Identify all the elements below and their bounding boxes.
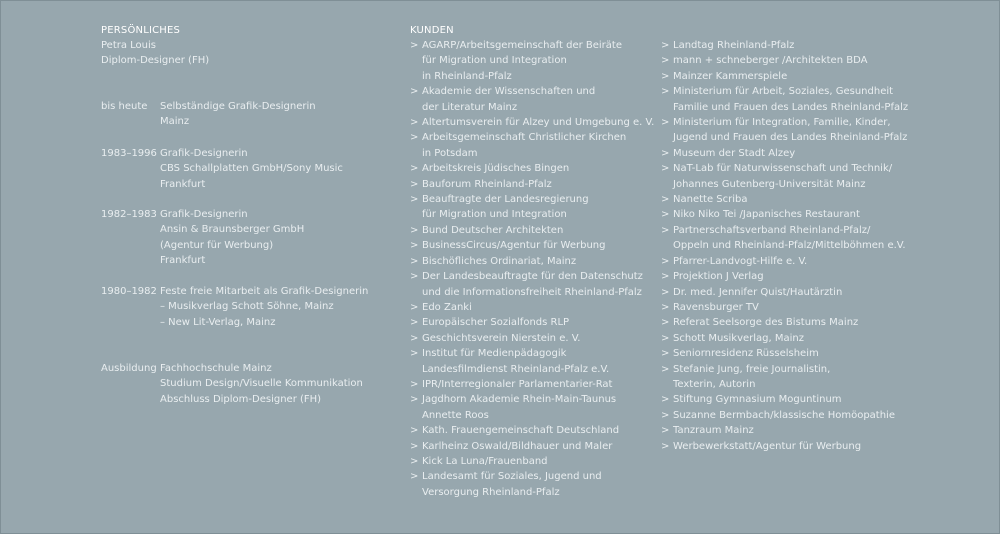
client-name-line: Landesfilmdienst Rheinland-Pfalz e.V. [422, 363, 610, 375]
cv-entry-line: Selbständige Grafik-Designerin [160, 101, 316, 112]
person-title: Diplom-Designer (FH) [101, 55, 210, 67]
bullet-arrow-icon: > [661, 70, 670, 82]
client-list-column-2 [661, 38, 991, 454]
client-name-line: Kick La Luna/Frauenband [422, 455, 548, 467]
client-name-line: Edo Zanki [422, 301, 472, 313]
client-name-line: Referat Seelsorge des Bistums Mainz [673, 317, 859, 329]
bullet-arrow-icon: > [410, 194, 419, 206]
cv-entry-line: Fachhochschule Mainz [160, 363, 272, 374]
client-name-line: Kath. Frauengemeinschaft Deutschland [422, 425, 620, 437]
bullet-arrow-icon: > [410, 440, 419, 452]
client-list-item [661, 192, 991, 207]
client-list-item [661, 146, 991, 161]
client-list-item [661, 439, 991, 454]
bullet-arrow-icon: > [661, 286, 670, 298]
cv-entry [101, 146, 401, 192]
client-list-item [661, 254, 991, 269]
client-name-line: Karlheinz Oswald/Bildhauer und Maler [422, 440, 613, 452]
client-list-item [410, 238, 655, 253]
bullet-arrow-icon: > [661, 425, 670, 437]
bullet-arrow-icon: > [410, 471, 419, 483]
cv-entry-line: – New Lit-Verlag, Mainz [160, 316, 276, 328]
client-list-item [410, 469, 655, 500]
bullet-arrow-icon: > [410, 240, 419, 252]
client-name-line: BusinessCircus/Agentur für Werbung [422, 240, 606, 252]
client-name-line: Versorgung Rheinland-Pfalz [422, 486, 560, 498]
cv-entry [101, 207, 401, 269]
client-list-item [410, 300, 655, 315]
cv-entry-line: Frankfurt [160, 178, 206, 190]
bullet-arrow-icon: > [410, 117, 419, 129]
bullet-arrow-icon: > [410, 86, 419, 98]
bullet-arrow-icon: > [410, 132, 419, 144]
bullet-arrow-icon: > [661, 163, 670, 175]
bullet-arrow-icon: > [661, 86, 670, 98]
client-list-item [661, 300, 991, 315]
client-list-item [410, 346, 655, 377]
bullet-arrow-icon: > [661, 317, 670, 329]
client-name-line: mann + schneberger /Architekten BDA [673, 55, 868, 67]
cv-entry [101, 99, 401, 130]
bullet-arrow-icon: > [661, 224, 670, 236]
bullet-arrow-icon: > [661, 40, 670, 51]
client-list-item [661, 269, 991, 284]
cv-entry-line: Feste freie Mitarbeit als Grafik-Designerin [160, 286, 369, 297]
bullet-arrow-icon: > [410, 425, 419, 437]
cv-entry-line: CBS Schallplatten GmbH/Sony Music [160, 163, 343, 175]
bullet-arrow-icon: > [410, 40, 419, 51]
client-name-line: Bischöfliches Ordinariat, Mainz [422, 255, 577, 267]
bullet-arrow-icon: > [661, 394, 670, 406]
client-list-item [661, 84, 991, 115]
client-name-line: Bauforum Rheinland-Pfalz [422, 178, 552, 190]
cv-entry-line: Frankfurt [160, 255, 206, 267]
bullet-arrow-icon: > [410, 455, 419, 467]
client-name-line: NaT-Lab für Naturwissenschaft und Technik/ [673, 163, 893, 175]
client-list-item [661, 423, 991, 438]
client-list-item [661, 362, 991, 393]
client-list-item [410, 423, 655, 438]
client-list-item [661, 346, 991, 361]
client-name-line: Ravensburger TV [673, 301, 759, 313]
client-list-item [410, 454, 655, 469]
client-name-line: Pfarrer-Landvogt-Hilfe e. V. [673, 255, 808, 267]
client-name-line: Jugend und Frauen des Landes Rheinland-Pfalz [673, 132, 908, 144]
client-name-line: Akademie der Wissenschaften und [422, 86, 596, 98]
client-list-item [661, 392, 991, 407]
client-name-line: in Potsdam [422, 147, 478, 159]
client-name-line: Beauftragte der Landesregierung [422, 194, 589, 206]
client-list-item [410, 269, 655, 300]
client-name-line: Stiftung Gymnasium Moguntinum [673, 394, 842, 406]
bullet-arrow-icon: > [661, 147, 670, 159]
client-list-item [410, 377, 655, 392]
client-name-line: Landtag Rheinland-Pfalz [673, 40, 795, 51]
cv-entry-period: Ausbildung [101, 363, 157, 374]
cv-entry-line: Abschluss Diplom-Designer (FH) [160, 393, 322, 405]
client-name-line: Seniornresidenz Rüsselsheim [673, 348, 819, 360]
client-name-line: Museum der Stadt Alzey [673, 147, 796, 159]
bullet-arrow-icon: > [410, 163, 419, 175]
client-name-line: Institut für Medienpädagogik [422, 348, 567, 360]
client-name-line: Werbewerkstatt/Agentur für Werbung [673, 440, 862, 452]
client-name-line: Stefanie Jung, freie Journalistin, [673, 363, 831, 375]
client-name-line: für Migration und Integration [422, 55, 567, 67]
client-name-line: Johannes Gutenberg-Universität Mainz [673, 178, 866, 190]
client-name-line: Suzanne Bermbach/klassische Homöopathie [673, 409, 895, 421]
bullet-arrow-icon: > [410, 255, 419, 267]
cv-entry-period: 1980–1982 [101, 286, 157, 297]
client-name-line: Europäischer Sozialfonds RLP [422, 317, 570, 329]
bullet-arrow-icon: > [661, 117, 670, 129]
bullet-arrow-icon: > [661, 440, 670, 452]
client-list-item [410, 223, 655, 238]
client-list-item [661, 161, 991, 192]
bullet-arrow-icon: > [661, 301, 670, 313]
cv-entry-period: 1983–1996 [101, 148, 157, 159]
client-name-line: Projektion J Verlag [673, 271, 764, 283]
bullet-arrow-icon: > [661, 348, 670, 360]
client-list-item [661, 315, 991, 330]
bullet-arrow-icon: > [410, 378, 419, 390]
client-list-item [661, 223, 991, 254]
client-name-line: Jagdhorn Akademie Rhein-Main-Taunus [422, 394, 617, 406]
client-name-line: Nanette Scriba [673, 194, 748, 206]
bullet-arrow-icon: > [410, 348, 419, 360]
bullet-arrow-icon: > [661, 332, 670, 344]
client-list-item [410, 392, 655, 423]
client-list-item [661, 53, 991, 68]
client-list-item [410, 84, 655, 115]
personal-identity [101, 38, 401, 69]
cv-entry-line: – Musikverlag Schott Söhne, Mainz [160, 301, 334, 313]
client-name-line: Ministerium für Integration, Familie, Kinder, [673, 117, 891, 129]
client-list-item [410, 315, 655, 330]
bullet-arrow-icon: > [661, 271, 670, 283]
client-name-line: Geschichtsverein Nierstein e. V. [422, 332, 581, 344]
person-name: Petra Louis [101, 40, 157, 51]
bullet-arrow-icon: > [410, 271, 419, 283]
client-name-line: Tanzraum Mainz [673, 425, 754, 437]
client-name-line: Bund Deutscher Architekten [422, 224, 564, 236]
client-name-line: Schott Musikverlag, Mainz [673, 332, 804, 344]
client-list-item [661, 408, 991, 423]
bullet-arrow-icon: > [410, 301, 419, 313]
client-name-line: Ministerium für Arbeit, Soziales, Gesundheit [673, 86, 894, 98]
cv-entry-line: Studium Design/Visuelle Kommunikation [160, 378, 363, 390]
client-list-item [661, 115, 991, 146]
cv-entry-line: Grafik-Designerin [160, 148, 248, 159]
client-list-item [410, 439, 655, 454]
bullet-arrow-icon: > [661, 209, 670, 221]
cv-entry-period: bis heute [101, 101, 148, 112]
bullet-arrow-icon: > [661, 55, 670, 67]
cv-entry-line: Mainz [160, 116, 190, 128]
client-list-column-1 [410, 38, 655, 500]
client-name-line: Texterin, Autorin [673, 378, 756, 390]
bullet-arrow-icon: > [410, 332, 419, 344]
client-list-item [410, 130, 655, 161]
client-name-line: Arbeitskreis Jüdisches Bingen [422, 163, 570, 175]
section-heading-persoenliches: PERSÖNLICHES [101, 25, 181, 36]
bullet-arrow-icon: > [410, 224, 419, 236]
cv-entry [101, 284, 401, 330]
client-name-line: Annette Roos [422, 409, 489, 421]
section-heading-kunden: KUNDEN [410, 25, 454, 36]
client-name-line: Dr. med. Jennifer Quist/Hautärztin [673, 286, 843, 298]
bullet-arrow-icon: > [410, 394, 419, 406]
client-name-line: in Rheinland-Pfalz [422, 70, 512, 82]
client-list-item [410, 331, 655, 346]
client-name-line: Mainzer Kammerspiele [673, 70, 788, 82]
client-name-line: für Migration und Integration [422, 209, 567, 221]
client-list-item [661, 38, 991, 53]
bullet-arrow-icon: > [661, 363, 670, 375]
bullet-arrow-icon: > [410, 317, 419, 329]
cv-entry [101, 361, 401, 407]
client-name-line: Arbeitsgemeinschaft Christlicher Kirchen [422, 132, 627, 144]
client-name-line: Altertumsverein für Alzey und Umgebung e. V. [422, 117, 655, 129]
client-name-line: Der Landesbeauftragte für den Datenschutz [422, 271, 643, 283]
client-list-item [410, 38, 655, 84]
client-name-line: und die Informationsfreiheit Rheinland-Pfalz [422, 286, 642, 298]
client-name-line: der Literatur Mainz [422, 101, 518, 113]
client-list-item [410, 254, 655, 269]
bullet-arrow-icon: > [410, 178, 419, 190]
client-list-item [661, 285, 991, 300]
client-name-line: Niko Niko Tei /Japanisches Restaurant [673, 209, 860, 221]
client-list-item [410, 192, 655, 223]
bullet-arrow-icon: > [661, 409, 670, 421]
cv-entry-period: 1982–1983 [101, 209, 157, 220]
client-name-line: AGARP/Arbeitsgemeinschaft der Beiräte [422, 40, 622, 51]
client-list-item [661, 69, 991, 84]
client-list-item [410, 115, 655, 130]
cv-entry-line: Ansin & Braunsberger GmbH [160, 224, 305, 236]
client-list-item [410, 161, 655, 176]
client-name-line: IPR/Interregionaler Parlamentarier-Rat [422, 378, 613, 390]
client-list-item [661, 331, 991, 346]
client-name-line: Landesamt für Soziales, Jugend und [422, 471, 602, 483]
bullet-arrow-icon: > [661, 194, 670, 206]
client-name-line: Familie und Frauen des Landes Rheinland-Pfalz [673, 101, 909, 113]
cv-entry-line: Grafik-Designerin [160, 209, 248, 220]
client-name-line: Partnerschaftsverband Rheinland-Pfalz/ [673, 224, 871, 236]
cv-entry-line: (Agentur für Werbung) [160, 239, 274, 251]
client-list-item [661, 207, 991, 222]
client-list-item [410, 177, 655, 192]
client-name-line: Oppeln und Rheinland-Pfalz/Mittelböhmen e.V. [673, 240, 906, 252]
bullet-arrow-icon: > [661, 255, 670, 267]
